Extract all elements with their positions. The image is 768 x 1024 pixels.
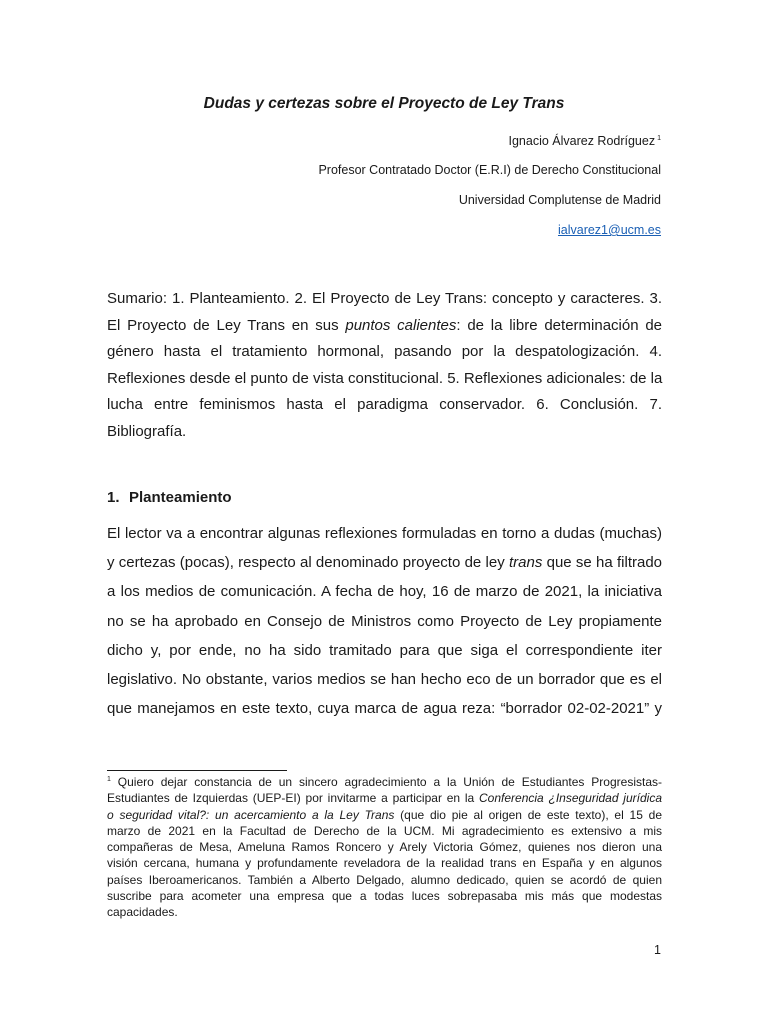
- summary-line: Bibliografía.: [107, 422, 187, 440]
- footnote-line: Estudiantes de Izquierdas (UEP-EI) por invitarme a participar en la Conferencia ¿Inseguridad jurídica: [107, 791, 662, 806]
- footnote-line: países Iberoamericanos. También a Alberto Delgado, alumno dedicado, quien se acordó de quien: [107, 872, 662, 887]
- summary-emphasis: puntos calientes: [345, 316, 457, 334]
- paragraph-line: dicho y, por ende, no ha sido tramitado para que siga el correspondiente iter: [107, 641, 662, 659]
- document-title: Dudas y certezas sobre el Proyecto de Ley Trans: [203, 95, 565, 112]
- summary-line: lucha entre feminismos hasta el paradigma conservador. 6. Conclusión. 7.: [107, 396, 662, 413]
- footnote-line: capacidades.: [107, 905, 178, 920]
- author-footnote-mark[interactable]: 1: [657, 134, 661, 142]
- section-paragraph: [107, 519, 662, 723]
- summary-paragraph: [107, 286, 662, 445]
- footnote-line: marzo de 2021 en la Facultad de Derecho de la UCM. Mi agradecimiento es extensivo a mis: [107, 823, 662, 838]
- author-institution: Universidad Complutense de Madrid: [458, 193, 661, 207]
- footnote-line: $^1$ Quiero dejar constancia de un sincero agradecimiento a la Unión de Estudiantes Progresistas-: [107, 775, 662, 789]
- paragraph-line: que manejamos en este texto, cuya marca de agua reza: “borrador 02-02-2021” y: [107, 700, 662, 718]
- paragraph-line: a los medios de comunicación. A fecha de hoy, 16 de marzo de 2021, la iniciativa: [107, 583, 662, 601]
- author-line: [508, 134, 661, 148]
- paragraph-line: no se ha aprobado en Consejo de Ministros como Proyecto de Ley propiamente: [107, 612, 662, 630]
- footnote-line: compañeras de Mesa, Ameluna Ramos Roncero y Arely Victoria Gómez, quienes nos dieron una: [107, 840, 662, 855]
- paragraph-line: legislativo. No obstante, varios medios se han hecho eco de un borrador que es el: [107, 671, 662, 689]
- footnote-line: visión cercana, humana y profundamente reveladora de la realidad trans en España y en algunos: [107, 856, 662, 871]
- summary-line: género hasta el tratamiento hormonal, pasando por la despatologización. 4.: [107, 343, 662, 360]
- summary-line: El Proyecto de Ley Trans en sus puntos calientes: de la libre determinación de: [107, 316, 663, 334]
- footnote-separator: [107, 770, 287, 771]
- section-title: Planteamiento: [129, 489, 232, 506]
- author-email-line: [558, 223, 661, 237]
- summary-line: Reflexiones desde el punto de vista constitucional. 5. Reflexiones adicionales: de la: [107, 369, 663, 387]
- author-email-link[interactable]: ialvarez1@ucm.es: [557, 223, 661, 237]
- section-heading: [107, 489, 232, 506]
- author-position: Profesor Contratado Doctor (E.R.I) de Derecho Constitucional: [318, 163, 661, 177]
- section-number: 1.: [107, 489, 120, 506]
- summary-line: Sumario: 1. Planteamiento. 2. El Proyecto de Ley Trans: concepto y caracteres. 3.: [107, 290, 662, 307]
- page-number: 1: [654, 943, 661, 957]
- author-name: Ignacio Álvarez Rodríguez: [508, 134, 656, 148]
- footnote-line: suscribe para acometer una empresa que a todas luces sobrepasaba mis más que modestas: [107, 889, 662, 904]
- footnote-mark: 1: [107, 776, 111, 783]
- paragraph-line: y certezas (pocas), respecto al denominado proyecto de ley trans que se ha filtrado: [107, 554, 663, 572]
- paragraph-emphasis: trans: [508, 554, 543, 572]
- footnote: [107, 772, 662, 921]
- paragraph-line: El lector va a encontrar algunas reflexiones formuladas en torno a dudas (muchas): [107, 525, 662, 542]
- footnote-line: o seguridad vital?: un acercamiento a la Ley Trans (que dio pie al origen de este texto), el 15 de: [107, 807, 662, 822]
